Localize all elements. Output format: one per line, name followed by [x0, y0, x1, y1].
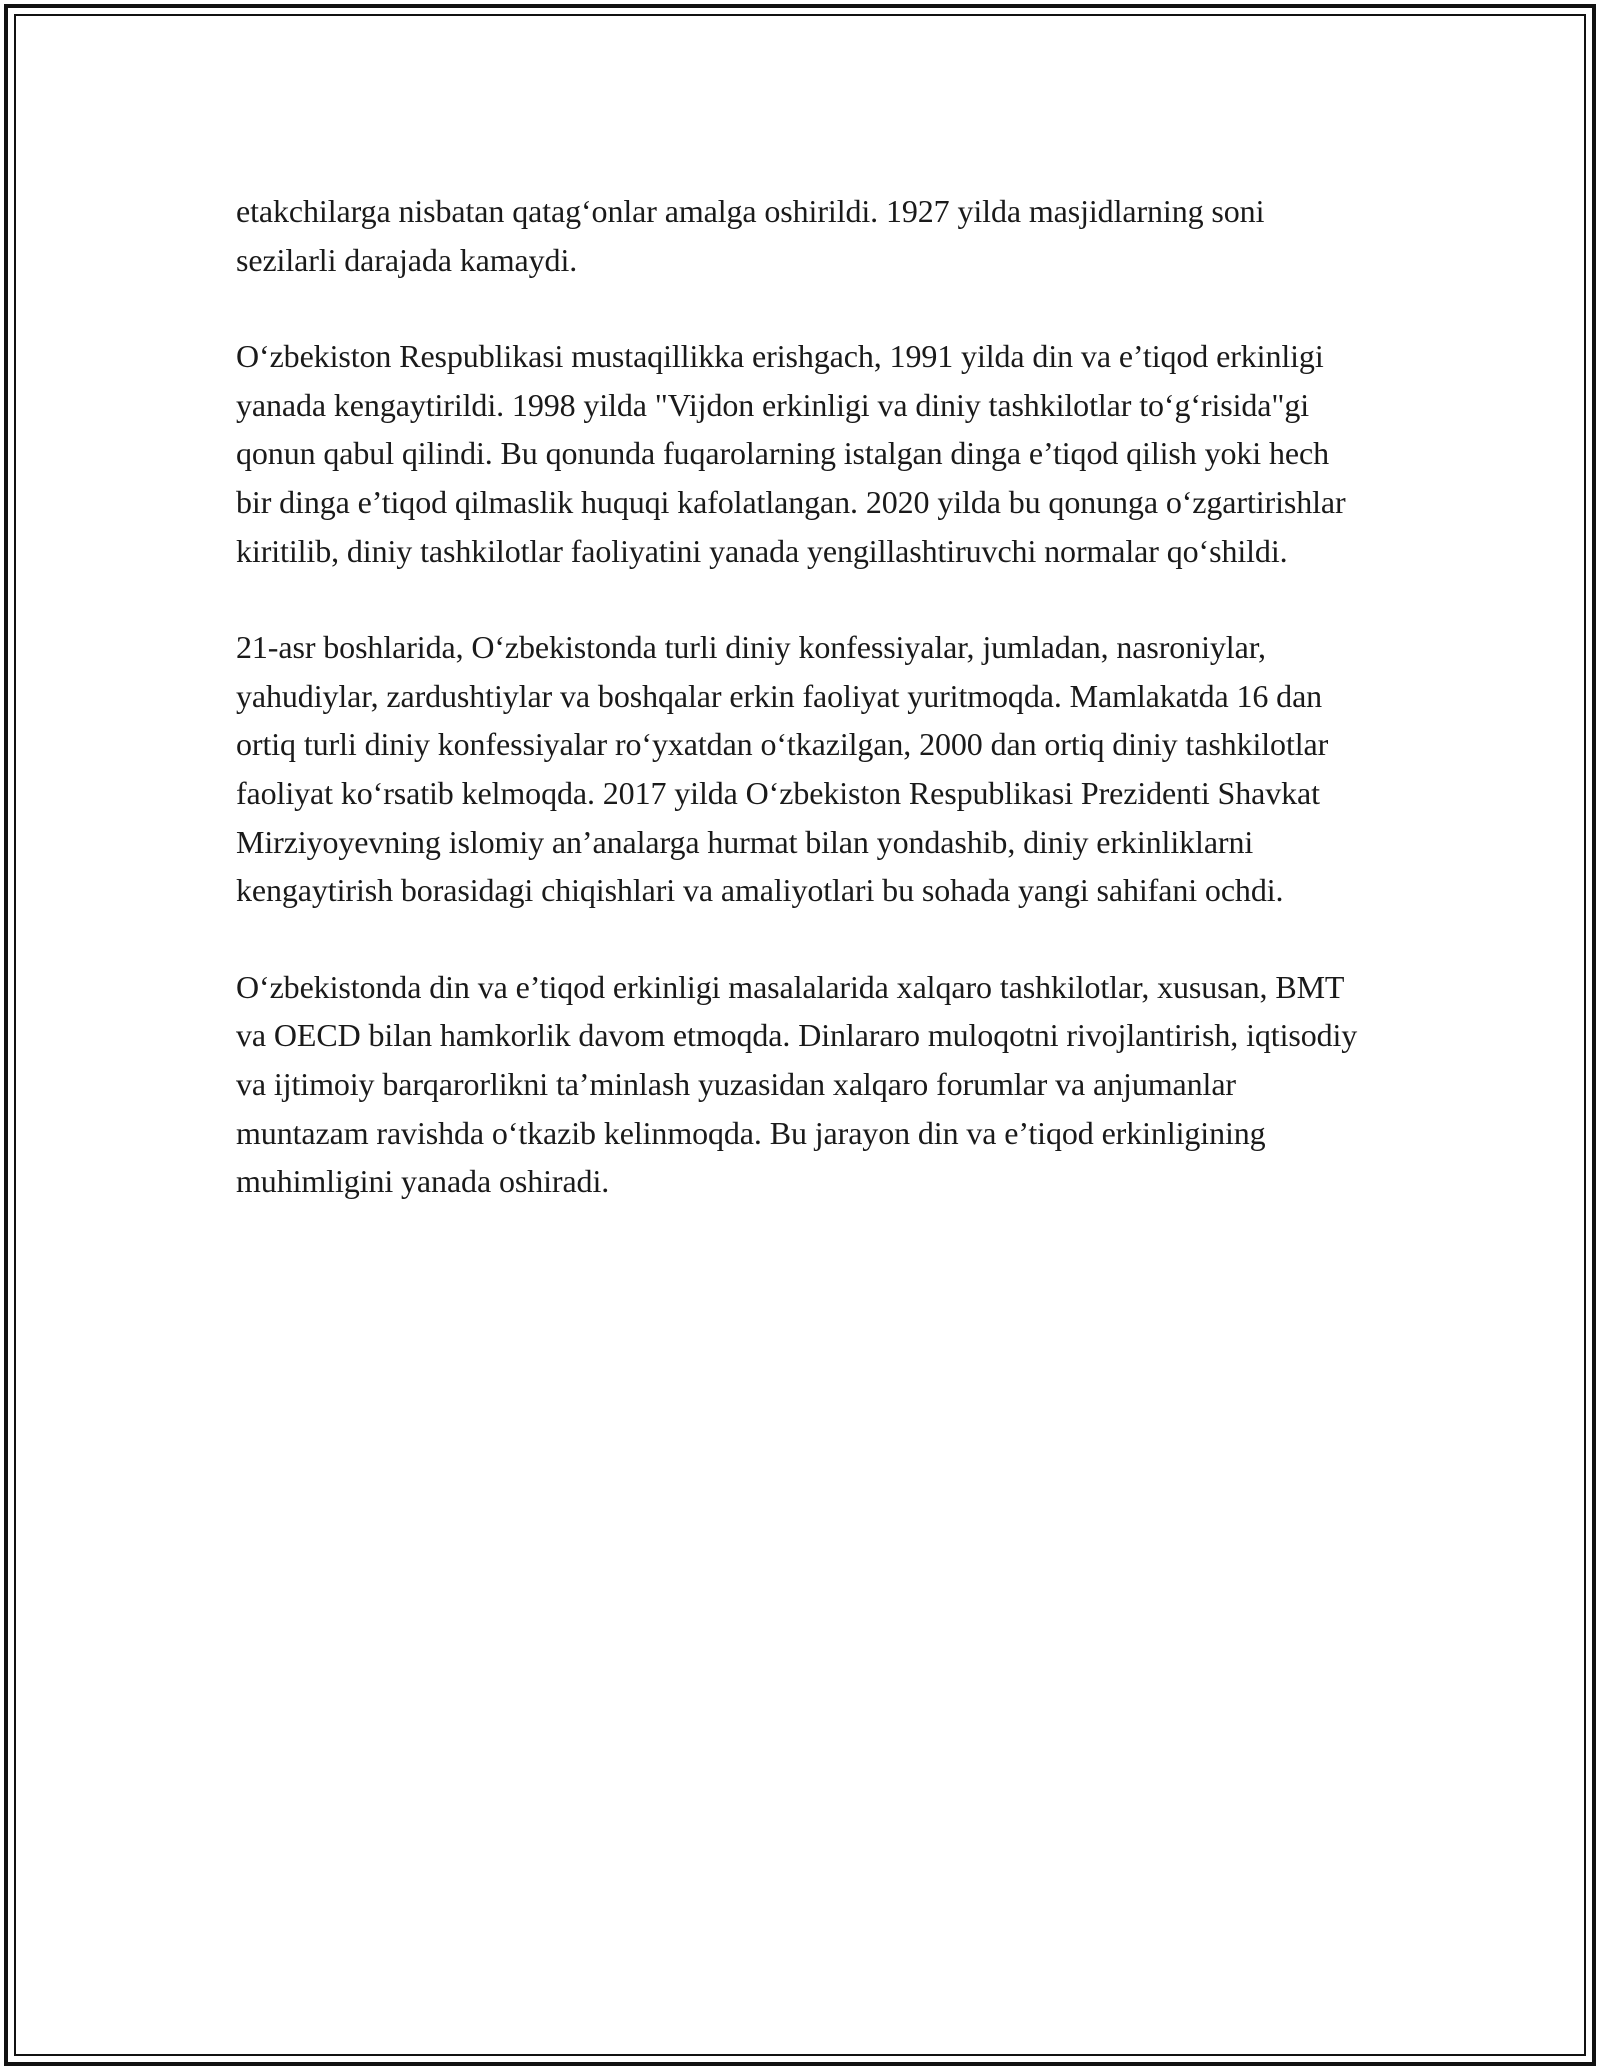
paragraph-1: etakchilarga nisbatan qatag‘onlar amalga oshirildi. 1927 yilda masjidlarning soni sezilarli darajada kamaydi.: [236, 193, 1265, 278]
paragraph-3: 21-asr boshlarida, O‘zbekistonda turli diniy konfessiyalar, jumladan, nasroniylar, yahudiylar, zardushtiylar va boshqalar erkin faoliyat yuritmoqda. Mamlakatda 16 dan ortiq turli diniy konfessiyalar ro‘yxatdan o‘tkazilgan, 2000 dan ortiq diniy tashkilotlar faoliyat ko‘rsatib kelmoqda. 2017 yilda O‘zbekiston Respublikasi Prezidenti Shavkat Mirziyoyevning islomiy an’analarga hurmat bilan yondashib, diniy erkinliklarni kengaytirish borasidagi chiqishlari va amaliyotlari bu sohada yangi sahifani ochdi.: [236, 629, 1329, 909]
paragraph-2: O‘zbekiston Respublikasi mustaqillikka erishgach, 1991 yilda din va e’tiqod erkinligi yanada kengaytirildi. 1998 yilda "Vijdon erkinligi va diniy tashkilotlar to‘g‘risida"gi qonun qabul qilindi. Bu qonunda fuqarolarning istalgan dinga e’tiqod qilish yoki hech bir dinga e’tiqod qilmaslik huquqi kafolatlangan. 2020 yilda bu qonunga o‘zgartirishlar kiritilib, diniy tashkilotlar faoliyatini yanada yengillashtiruvchi normalar qo‘shildi.: [236, 338, 1346, 569]
document-body: [236, 187, 1366, 1254]
paragraph-4: O‘zbekistonda din va e’tiqod erkinligi masalalarida xalqaro tashkilotlar, xususan, BMT va OECD bilan hamkorlik davom etmoqda. Dinlararo muloqotni rivojlantirish, iqtisodiy va ijtimoiy barqarorlikni ta’minlash yuzasidan xalqaro forumlar va anjumanlar muntazam ravishda o‘tkazib kelinmoqda. Bu jarayon din va e’tiqod erkinligining muhimligini yanada oshiradi.: [236, 968, 1358, 1200]
